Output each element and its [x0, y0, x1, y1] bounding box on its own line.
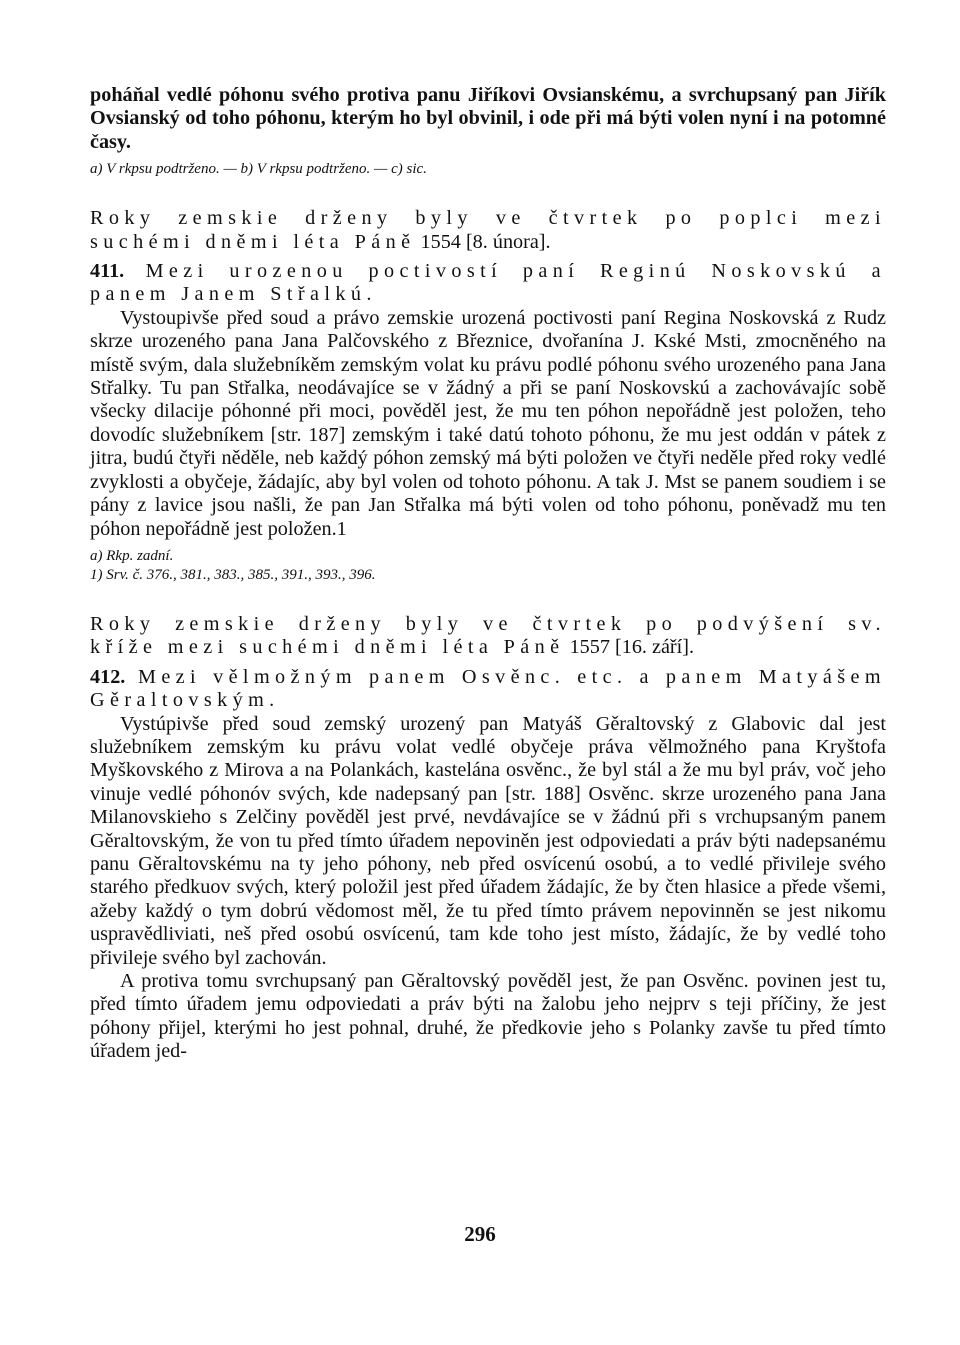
section-heading-text: Roky zemskie drženy byly ve čtvrtek po podvýšení sv. kříže mezi suchémi dněmi léta Páně [90, 612, 886, 659]
section-heading-text: Roky zemskie drženy byly ve čtvrtek po poplci mezi suchémi dněmi léta Páně [90, 207, 886, 253]
entry-body-412-part2: A protiva tomu svrchupsaný pan Gěraltovský pověděl jest, že pan Osvěnc. povinen jest tu, před tímto úřadem jemu odpoviedati a práv býti na žalobu jeho nejprv s teji příčiny, že jest póhony přijel, kterými ho jest pohnal, druhé, že předkovie jeho s Polanky zavše tu před tímto úřadem jed- [90, 970, 886, 1063]
entry-title-411 [90, 260, 886, 307]
section-heading-1554 [90, 207, 886, 254]
footnotes-block1: a) V rkpsu podtrženo. — b) V rkpsu podtrženo. — c) sic. [90, 161, 427, 178]
entry-body-411: Vystoupivše před soud a právo zemskie urozená poctivosti paní Regina Noskovská z Rudz skrze urozeného pana Jana Palčovského z Březnice, dvořanína J. Kské Msti, zmocněného na místě svým, dala služebníkěm zemským volat ku právu podlé póhonu svého urozeného pana Jana Střalky. Tu pan Střalka, neodávajíce se v žádný a při se paní Noskovskú a zachovávajíc sobě všecky dilacije póhonné při moci, pověděl jest, že mu ten póhon nepořádně jest položen, teho dovodíc služebníkem [str. 187] zemským i také datú tohoto póhonu, že mu jest oddán v pátek z jitra, budú čtyři něděle, neb každý póhon zemský má býti položen ve čtyři neděle před roky vedlé zvyklosti a obyčeje, žádajíc, aby byl volen od tohoto póhonu. A tak J. Mst se panem soudiem i se pány z lavice jsou našli, že pan Jan Střalka má býti volen od toho póhonu, poněvadž mu ten póhon nepořádně jest položen.1 [90, 306, 886, 540]
entry-number: 411. [90, 260, 125, 283]
page-content [90, 84, 886, 1064]
entry-title-text: Mezi vělmožným panem Osvěnc. etc. a panem Matyášem Gěraltovským. [90, 665, 886, 712]
entry-title-412 [90, 666, 886, 713]
section-heading-date: 1557 [16. září]. [569, 636, 695, 659]
section-heading-date: 1554 [8. února]. [420, 230, 551, 253]
entry-title-text: Mezi urozenou poctivostí paní Reginú Noskovskú a panem Janem Střalkú. [90, 260, 886, 306]
page-number: 296 [464, 1222, 496, 1246]
section-heading-1557 [90, 613, 886, 660]
footnote-a-411: a) Rkp. zadní. [90, 547, 174, 564]
entry-number: 412. [90, 665, 126, 688]
paragraph-continuation: poháňal vedlé póhonu svého protiva panu Jiříkovi Ovsianskému, a svrchupsaný pan Jiřík Ovsianský od toho póhonu, kterým ho byl obvinil, i ode při má býti volen nyní i na potomné časy. [90, 84, 886, 153]
footnote-1-411: 1) Srv. č. 376., 381., 383., 385., 391., 393., 396. [90, 566, 376, 583]
entry-body-412-part1: Vystúpivše před soud zemský urozený pan Matyáš Gěraltovský z Glabovic dal jest služebníkem zemským ku právu volat vedlé obyčeje práva vělmožného pana Kryštofa Myškovského z Mirova a na Polankách, kastelána osvěnc., že byl stál a že mu byl práv, voč jeho vinuje vedlé póhonóv svých, kde nadepsaný pan [str. 188] Osvěnc. skrze urozeného pana Jana Milanovskieho s Zelčiny pověděl jest prvé, nevdávajíce se v žádnú při s vrchupsaným panem Gěraltovským, že von tu před tímto úřadem nepoviněn jest odpoviedati a práv býti nadepsanému panu Gěraltovskému na ty jeho póhony, neb před osvícenú osobú, a to vedlé přivileje svého starého předkuov svých, který položil jest před úřadem žádajíc, že by čten hlasice a přede všemi, ažeby každý o tym dobrú vědomost měl, že tu před tímto právem nepovinněn se jest nikomu uspravědliviati, neš před osobú osvícenú, tam kde toho jest místo, žádajíc, že by vedlé toho přivileje svého byl zachován. [90, 712, 886, 969]
